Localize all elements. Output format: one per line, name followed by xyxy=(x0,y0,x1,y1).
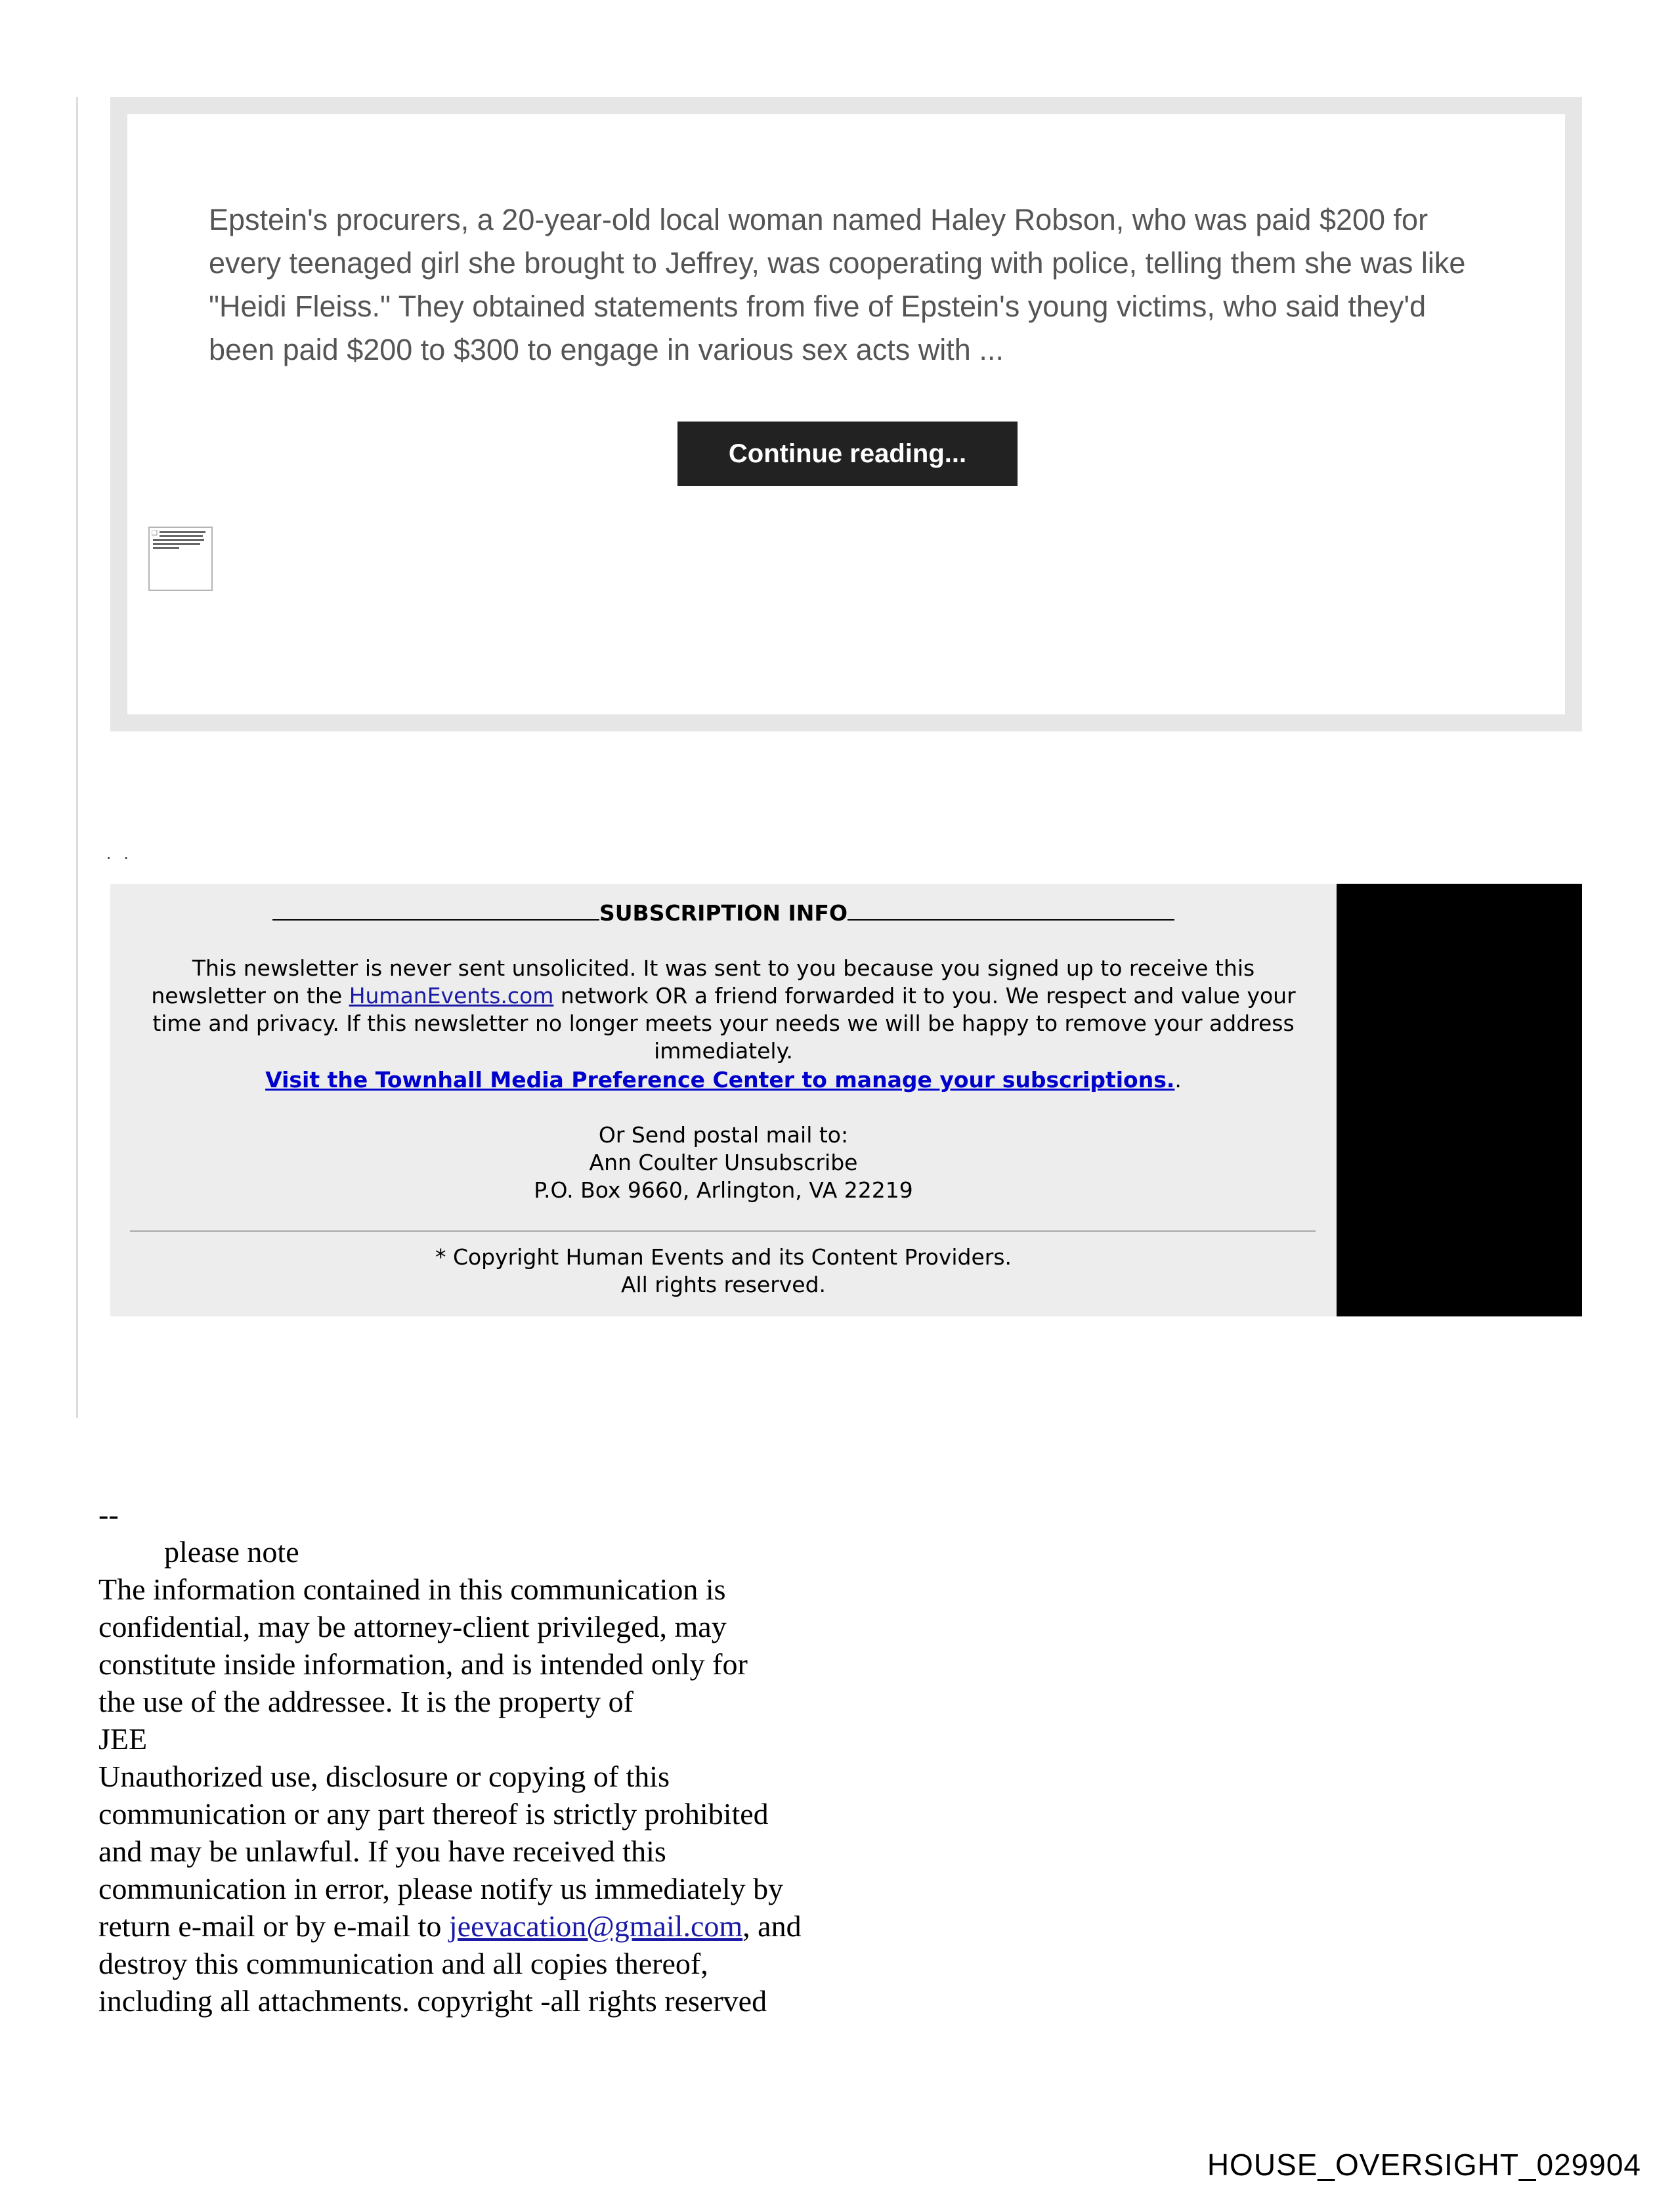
disclaimer-line: communication in error, please notify us immediately by xyxy=(98,1872,784,1905)
humanevents-link[interactable]: HumanEvents.com xyxy=(349,983,554,1008)
bates-number: HOUSE_OVERSIGHT_029904 xyxy=(1207,2148,1641,2182)
article-card xyxy=(110,97,1582,731)
copyright-line-2: All rights reserved. xyxy=(620,1272,826,1297)
title-rule-right xyxy=(848,900,1174,921)
preference-suffix: . xyxy=(1174,1067,1182,1093)
disclaimer-line: communication or any part thereof is strictly prohibited xyxy=(98,1797,769,1831)
separator-dots: . . xyxy=(106,843,133,863)
postal-name: Ann Coulter Unsubscribe xyxy=(589,1150,858,1175)
redaction-box xyxy=(1337,884,1582,1316)
subscription-divider xyxy=(130,1230,1316,1232)
subscription-body-end: network OR a friend forwarded it to you. We respect and value your time and privacy. If this newsletter no longer meets your needs we will be happy to remove your address immediately. xyxy=(152,983,1296,1064)
confidentiality-disclaimer xyxy=(98,1496,886,2020)
return-suffix: , and xyxy=(742,1909,802,1943)
disclaimer-line: The information contained in this communication is xyxy=(98,1572,726,1606)
disclaimer-line: Unauthorized use, disclosure or copying of this xyxy=(98,1760,670,1793)
preference-center-line xyxy=(110,1066,1337,1094)
continue-reading-button[interactable]: Continue reading... xyxy=(677,422,1018,486)
disclaimer-line: and may be unlawful. If you have received this xyxy=(98,1834,666,1868)
disclaimer-line: destroy this communication and all copies thereof, xyxy=(98,1947,708,1980)
subscription-info-box xyxy=(110,884,1337,1316)
subscription-title-text: SUBSCRIPTION INFO xyxy=(599,900,848,926)
subscription-body-start: This newsletter is never sent unsolicited. It was sent to you because you signed up to receive this newsletter on the xyxy=(151,955,1255,1008)
article-excerpt: Epstein's procurers, a 20-year-old local woman named Haley Robson, who was paid $200 for every teenaged girl she brought to Jeffrey, was cooperating with police, telling them she was like "Heidi Fleiss." They obtained statements from five of Epstein's young victims, who said they'd been paid $200 to $300 to engage in various sex acts with ... xyxy=(209,203,1466,366)
postal-intro: Or Send postal mail to: xyxy=(598,1122,849,1148)
disclaimer-line: including all attachments. copyright -all rights reserved xyxy=(98,1984,767,2018)
subscription-body xyxy=(110,955,1337,1065)
title-rule-left xyxy=(272,900,599,921)
copyright-line-1: * Copyright Human Events and its Content Providers. xyxy=(435,1244,1012,1270)
broken-image-icon xyxy=(148,527,213,591)
disclaimer-line: the use of the addressee. It is the property of xyxy=(98,1685,633,1718)
disclaimer-email-line xyxy=(98,1907,886,1945)
preference-center-link[interactable]: Visit the Townhall Media Preference Center to manage your subscriptions. xyxy=(265,1067,1175,1093)
subscription-title xyxy=(110,900,1337,927)
disclaimer-line: constitute inside information, and is intended only for xyxy=(98,1647,748,1681)
email-link[interactable]: jeevacation@gmail.com xyxy=(448,1909,743,1943)
signature-dashes: -- xyxy=(98,1498,119,1531)
left-margin-rule xyxy=(76,97,78,1418)
postal-address: P.O. Box 9660, Arlington, VA 22219 xyxy=(534,1177,913,1203)
disclaimer-line: confidential, may be attorney-client privileged, may xyxy=(98,1610,727,1643)
disclaimer-line: JEE xyxy=(98,1722,148,1756)
please-note: please note xyxy=(164,1535,299,1569)
return-prefix: return e-mail or by e-mail to xyxy=(98,1909,449,1943)
article-card-body xyxy=(127,114,1565,714)
